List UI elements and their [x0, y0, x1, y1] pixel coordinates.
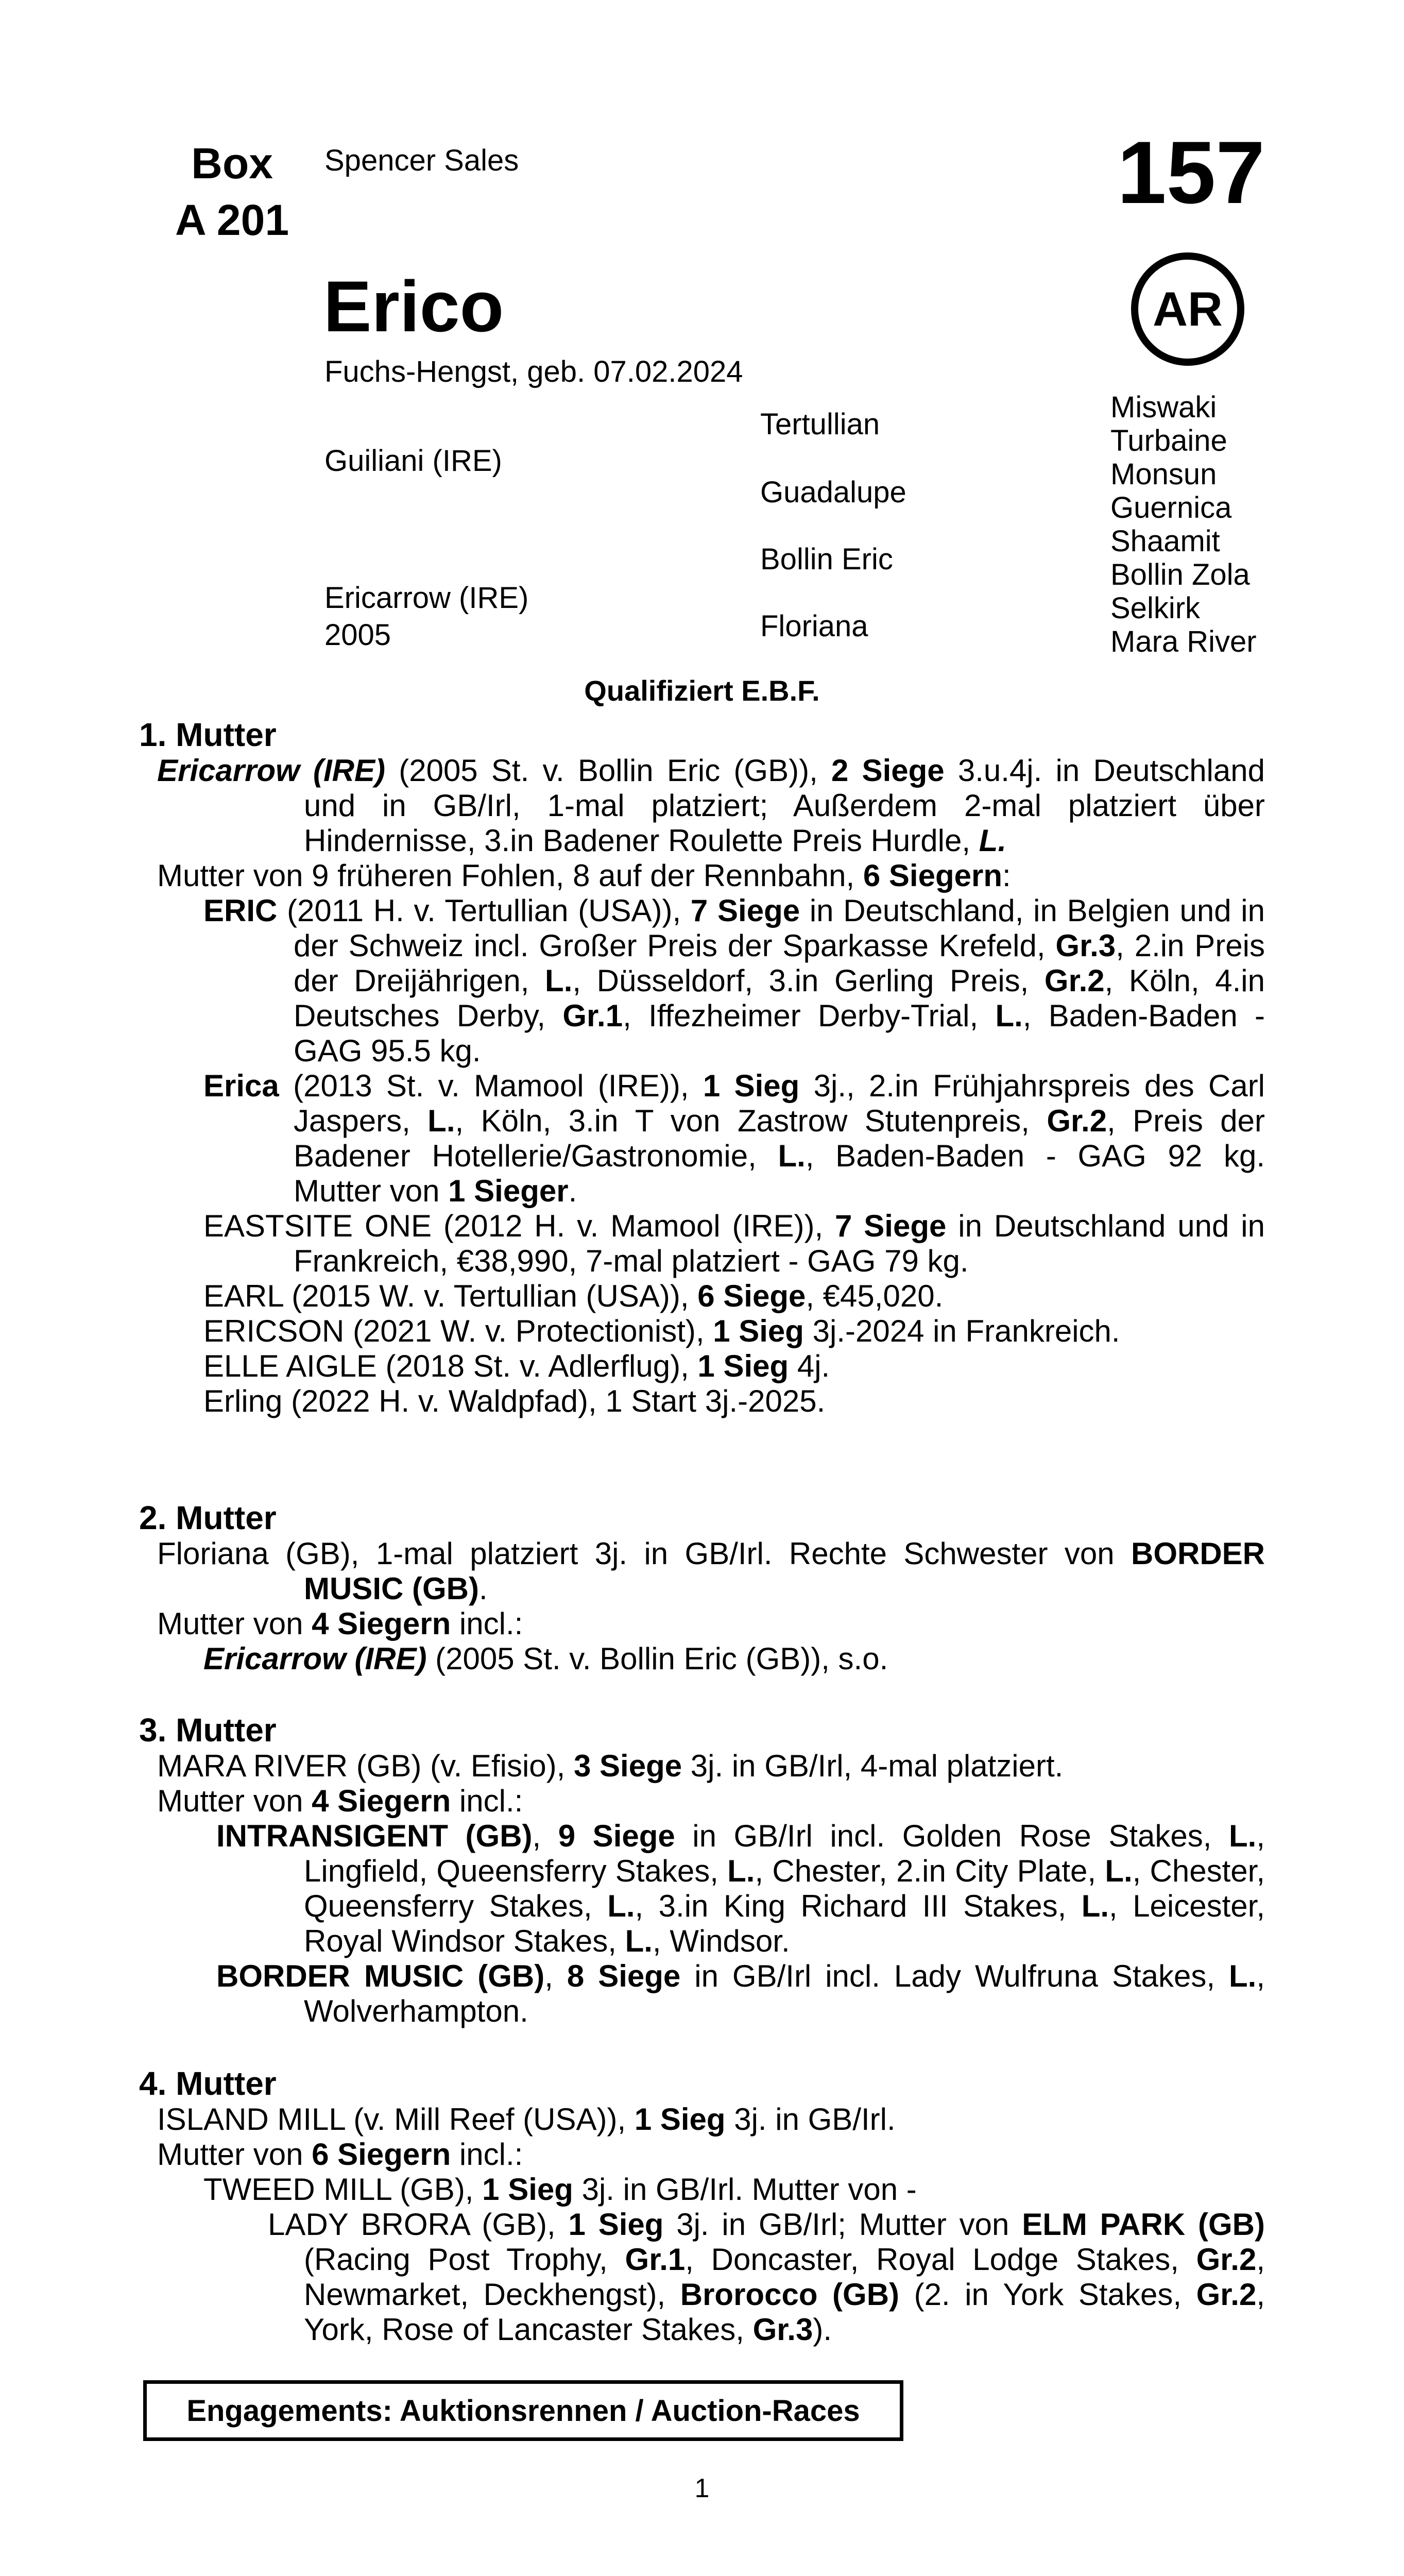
text: Mutter von: [157, 1784, 312, 1818]
listed: L.: [1105, 1854, 1133, 1888]
offspring-name: ELM PARK (GB): [1022, 2207, 1265, 2242]
text: (2. in York Stakes,: [899, 2277, 1196, 2312]
page-number: 1: [694, 2473, 710, 2503]
text: (2013 St. v. Mamool (IRE)),: [279, 1069, 703, 1103]
section-mutter-2: [139, 1499, 1265, 1676]
wins: 1 Sieg: [634, 2102, 726, 2137]
text: (2011 H. v. Tertullian (USA)),: [277, 893, 691, 928]
text: 3j. in GB/Irl; Mutter von: [663, 2207, 1022, 2242]
text: , Preis der Badener Hotellerie/Gastronomie,: [294, 1104, 1265, 1173]
offspring-name: BORDER MUSIC (GB): [216, 1959, 545, 1993]
section-mutter-4: [139, 2065, 1265, 2347]
offspring-intro: [139, 858, 1265, 893]
horse-name: Erico: [323, 266, 504, 347]
text: incl.:: [451, 1606, 523, 1641]
engagements-box: Engagements: Auktionsrennen / Auction-Races: [143, 2380, 903, 2441]
text: Mutter von: [157, 1606, 312, 1641]
group: Gr.1: [562, 998, 623, 1033]
section-heading: 3. Mutter: [139, 1711, 277, 1749]
qualified-note: Qualifiziert E.B.F.: [584, 674, 820, 707]
offspring-erica: [139, 1069, 1265, 1209]
listed: L.: [995, 998, 1023, 1033]
text: (2005 St. v. Bollin Eric (GB)), s.o.: [426, 1641, 888, 1676]
text: EASTSITE ONE (2012 H. v. Mamool (IRE)),: [203, 1209, 835, 1243]
lot-number: 157: [1117, 123, 1265, 222]
text: ,: [544, 1959, 567, 1993]
winners: 1 Sieger: [448, 1174, 569, 1208]
offspring-border-music: [139, 1959, 1265, 2029]
box-title: Box: [191, 139, 273, 188]
dam-record: [139, 1536, 1265, 1606]
text: , Chester, Queensferry Stakes,: [304, 1854, 1265, 1923]
wins: 3 Siege: [573, 1749, 682, 1783]
group: Gr.1: [625, 2242, 686, 2277]
section-mutter-3: [139, 1711, 1265, 2029]
text: in GB/Irl incl. Lady Wulfruna Stakes,: [680, 1959, 1229, 1993]
text: 3j. in GB/Irl.: [725, 2102, 896, 2137]
text: , Chester, 2.in City Plate,: [755, 1854, 1105, 1888]
text: , Baden-Baden - GAG 95.5 kg.: [294, 998, 1265, 1068]
group: Gr.2: [1044, 963, 1105, 998]
offspring-erling: Erling (2022 H. v. Waldpfad), 1 Start 3j.-2025.: [203, 1384, 826, 1418]
text: (2005 St. v. Bollin Eric (GB)),: [385, 753, 831, 788]
section-heading: 4. Mutter: [139, 2065, 277, 2102]
offspring-ericson: [139, 1314, 1265, 1349]
pedigree-great-grandparent: Turbaine: [1110, 424, 1227, 457]
winners: 6 Siegern: [312, 2137, 451, 2172]
pedigree-great-grandparent: Shaamit: [1110, 524, 1220, 558]
pedigree-grandparent: Guadalupe: [760, 476, 906, 509]
group: Gr.3: [752, 2312, 813, 2347]
text: in GB/Irl incl. Golden Rose Stakes,: [675, 1819, 1229, 1853]
pedigree-great-grandparent: Bollin Zola: [1110, 558, 1250, 591]
section-heading: 1. Mutter: [139, 716, 277, 753]
text: .: [478, 1571, 488, 1606]
text: , Wolverhampton.: [304, 1959, 1265, 2028]
wins: 1 Sieg: [482, 2172, 573, 2207]
offspring-name: Ericarrow (IRE): [203, 1641, 427, 1676]
text: .: [568, 1174, 577, 1208]
ar-badge: AR: [1131, 252, 1244, 366]
text: , Köln, 3.in T von Zastrow Stutenpreis,: [455, 1104, 1047, 1138]
text: , Doncaster, Royal Lodge Stakes,: [685, 2242, 1196, 2277]
listed: L.: [625, 1924, 653, 1958]
listed: L.: [607, 1889, 635, 1923]
winners: 6 Siegern: [863, 858, 1002, 893]
text: , €45,020.: [806, 1279, 944, 1313]
winners: 4 Siegern: [312, 1784, 451, 1818]
listed: L.: [727, 1854, 755, 1888]
offspring-elle-aigle: [139, 1349, 1265, 1384]
text: , Lingfield, Queensferry Stakes,: [304, 1819, 1265, 1888]
group: Gr.2: [1047, 1104, 1107, 1138]
text: , 2.in Preis der Dreijährigen,: [294, 928, 1265, 998]
text: ,: [532, 1819, 558, 1853]
text: incl.:: [451, 1784, 523, 1818]
offspring-tweed-mill: [139, 2172, 1265, 2207]
text: , Windsor.: [652, 1924, 790, 1958]
pedigree-dam-year: 2005: [324, 618, 391, 652]
birth-info: Fuchs-Hengst, geb. 07.02.2024: [324, 355, 743, 388]
listed: L.: [979, 823, 1007, 858]
offspring-lady-brora: [139, 2207, 1265, 2347]
dam-name: Ericarrow (IRE): [157, 753, 385, 788]
sibling-name: BORDER MUSIC (GB): [304, 1536, 1265, 1606]
text: MARA RIVER (GB) (v. Efisio),: [157, 1749, 574, 1783]
text: , Newmarket, Deckhengst),: [304, 2242, 1265, 2312]
group: Gr.3: [1055, 928, 1116, 963]
text: Floriana (GB), 1-mal platziert 3j. in GB/Irl. Rechte Schwester von: [157, 1536, 1131, 1571]
offspring-ericarrow: [139, 1641, 1265, 1676]
text: ISLAND MILL (v. Mill Reef (USA)),: [157, 2102, 635, 2137]
offspring-eric: [139, 893, 1265, 1069]
offspring-name: INTRANSIGENT (GB): [216, 1819, 533, 1853]
text: , Leicester, Royal Windsor Stakes,: [304, 1889, 1265, 1958]
wins: 8 Siege: [567, 1959, 681, 1993]
listed: L.: [778, 1139, 806, 1173]
text: ERICSON (2021 W. v. Protectionist),: [203, 1314, 713, 1348]
listed: L.: [1229, 1819, 1257, 1853]
box-label: [175, 135, 289, 248]
text: in Deutschland und in Frankreich, €38,990, 7-mal platziert - GAG 79 kg.: [294, 1209, 1265, 1278]
pedigree-dam: Ericarrow (IRE): [324, 581, 529, 615]
pedigree-great-grandparent: Monsun: [1110, 457, 1217, 491]
offspring-earl: [139, 1279, 1265, 1314]
text: :: [1002, 858, 1011, 893]
text: incl.:: [451, 2137, 523, 2172]
offspring-intro: [139, 1606, 1265, 1641]
wins: 1 Sieg: [697, 1349, 789, 1383]
dam-record: [139, 2102, 1265, 2137]
dam-record: [139, 753, 1265, 858]
pedigree-great-grandparent: Miswaki: [1110, 391, 1217, 424]
wins: 7 Siege: [835, 1209, 947, 1243]
text: LADY BRORA (GB),: [268, 2207, 569, 2242]
wins: 1 Sieg: [703, 1069, 800, 1103]
section-mutter-1: [139, 716, 1265, 1419]
offspring-name: ERIC: [203, 893, 278, 928]
text: 3.u.4j. in Deutschland und in GB/Irl, 1-mal platziert; Außerdem 2-mal platziert über Hindernisse, 3.in Badener Roulette Preis Hurdle,: [304, 753, 1265, 858]
pedigree-great-grandparent: Guernica: [1110, 491, 1232, 524]
text: 3j.-2024 in Frankreich.: [803, 1314, 1120, 1348]
offspring-intro: [139, 2137, 1265, 2172]
text: 3j. in GB/Irl. Mutter von -: [573, 2172, 917, 2207]
wins: 9 Siege: [558, 1819, 675, 1853]
text: Mutter von: [157, 2137, 312, 2172]
wins: 1 Sieg: [568, 2207, 664, 2242]
group: Gr.2: [1196, 2242, 1257, 2277]
pedigree-grandparent: Tertullian: [760, 408, 880, 441]
listed: L.: [427, 1104, 455, 1138]
text: , Baden-Baden - GAG 92 kg. Mutter von: [294, 1139, 1265, 1208]
text: ).: [813, 2312, 832, 2347]
dam-record: [139, 1749, 1265, 1784]
text: TWEED MILL (GB),: [203, 2172, 483, 2207]
wins: 7 Siege: [690, 893, 800, 928]
text: 3j., 2.in Frühjahrspreis des Carl Jaspers,: [294, 1069, 1265, 1138]
wins: 2 Siege: [831, 753, 945, 788]
text: 3j. in GB/Irl, 4-mal platziert.: [682, 1749, 1064, 1783]
winners: 4 Siegern: [312, 1606, 451, 1641]
offspring-name: Erica: [203, 1069, 279, 1103]
text: ELLE AIGLE (2018 St. v. Adlerflug),: [203, 1349, 698, 1383]
text: , Iffezheimer Derby-Trial,: [623, 998, 996, 1033]
offspring-intransigent: [139, 1819, 1265, 1959]
box-number: A 201: [175, 196, 289, 244]
offspring-name: Brorocco (GB): [680, 2277, 900, 2312]
pedigree-great-grandparent: Selkirk: [1110, 591, 1201, 625]
text: EARL (2015 W. v. Tertullian (USA)),: [203, 1279, 698, 1313]
wins: 6 Siege: [697, 1279, 806, 1313]
text: 4j.: [789, 1349, 830, 1383]
pedigree-great-grandparent: Mara River: [1110, 625, 1257, 658]
text: (Racing Post Trophy,: [304, 2242, 625, 2277]
section-heading: 2. Mutter: [139, 1499, 277, 1536]
listed: L.: [1081, 1889, 1109, 1923]
text: , Düsseldorf, 3.in Gerling Preis,: [572, 963, 1045, 998]
listed: L.: [1229, 1959, 1257, 1993]
listed: L.: [545, 963, 573, 998]
wins: 1 Sieg: [713, 1314, 804, 1348]
text: in Deutschland, in Belgien und in der Schweiz incl. Großer Preis der Sparkasse Krefeld,: [294, 893, 1265, 963]
offspring-intro: [139, 1784, 1265, 1819]
pedigree-grandparent: Bollin Eric: [760, 543, 893, 576]
text: , Köln, 4.in Deutsches Derby,: [294, 963, 1265, 1033]
text: , 3.in King Richard III Stakes,: [635, 1889, 1082, 1923]
text: , York, Rose of Lancaster Stakes,: [304, 2277, 1265, 2347]
pedigree-grandparent: Floriana: [760, 609, 868, 643]
pedigree-sire: Guiliani (IRE): [324, 444, 502, 478]
group: Gr.2: [1196, 2277, 1257, 2312]
seller-name: Spencer Sales: [324, 144, 519, 177]
offspring-eastsite-one: [139, 1209, 1265, 1279]
text: Mutter von 9 früheren Fohlen, 8 auf der Rennbahn,: [157, 858, 863, 893]
